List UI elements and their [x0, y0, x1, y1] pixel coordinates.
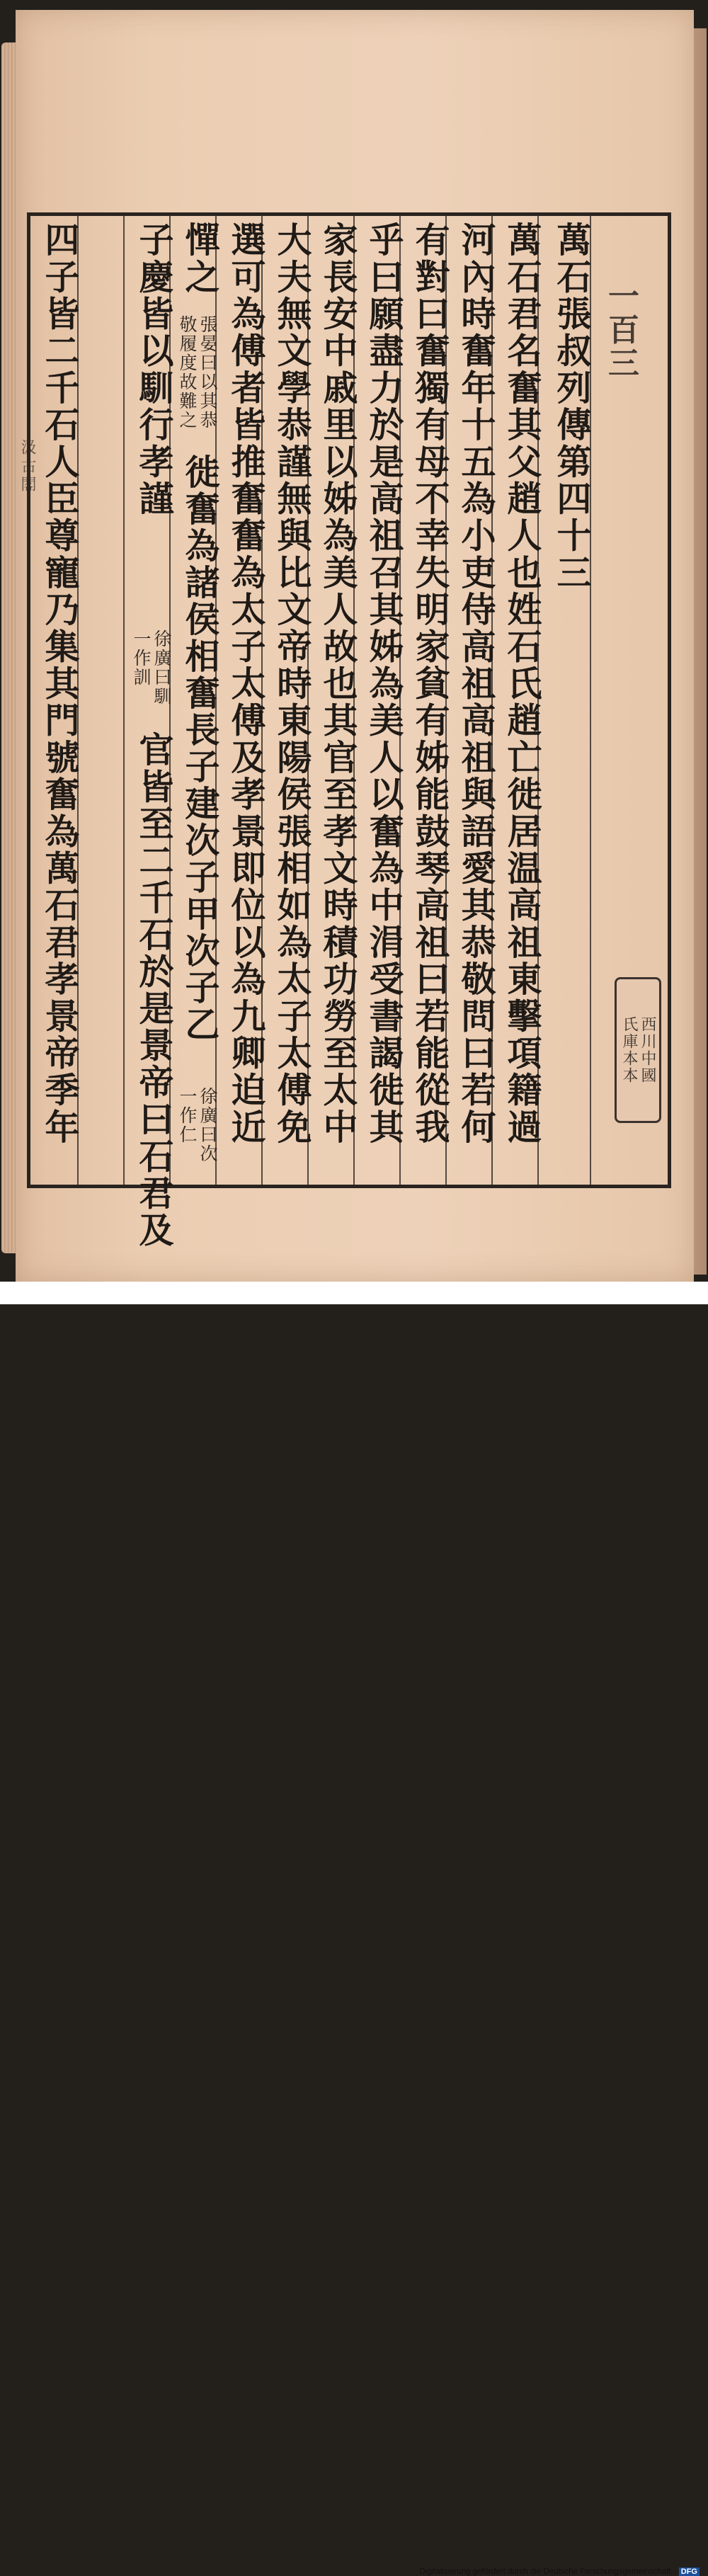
text-column-6: 大夫無文學恭謹無與比文帝時東陽侯張相如為太子太傅免: [272, 222, 313, 1146]
text-column-4: 乎曰願盡力於是高祖召其姊為美人以奮為中涓受書謁徙其: [364, 222, 405, 1146]
text-column-1: 萬石君名奮其父趙人也姓石氏趙亡徙居温高祖東擊項籍過: [502, 222, 543, 1146]
text-column-7: 選可為傅者皆推奮奮為太子太傅及孝景即位以為九卿迫近: [226, 222, 267, 1146]
ownership-seal: [615, 977, 661, 1123]
dfg-logo: DFG: [679, 2568, 700, 2576]
chapter-number: 一百三: [603, 280, 639, 380]
text-column-2: 河內時奮年十五為小吏侍高祖高祖與語愛其恭敬問曰若何: [456, 222, 497, 1146]
text-column-5: 家長安中戚里以姊為美人故也其官至孝文時積功勞至太中: [318, 222, 359, 1146]
column-rule: [123, 216, 125, 1185]
seal-line: 氏庫本本: [620, 1016, 638, 1084]
commentary-line: 一作訓: [131, 629, 152, 687]
text-column-8b: 徙奮為諸侯相奮長子建次子甲次子乙: [180, 454, 221, 1043]
text-column-10: 四子皆二千石人臣尊寵乃集其門號奮為萬石君孝景帝季年: [40, 222, 81, 1146]
digitization-credit: [419, 2568, 700, 2576]
commentary-line: 敬履度故難之: [177, 315, 198, 430]
footer-bar: [0, 1282, 708, 2576]
commentary-line: 張晏曰以其恭: [198, 315, 218, 430]
commentary-line: 徐廣曰馴: [152, 629, 172, 706]
chapter-title: 萬石張叔列傳第四十三: [552, 222, 593, 591]
text-column-8a: 憚之: [180, 222, 221, 296]
commentary-line: 一作仁: [177, 1087, 198, 1144]
text-column-9b: 官皆至二千石於是景帝曰石君及: [134, 731, 175, 1249]
spine-label: 汲古閣: [18, 439, 36, 494]
text-frame: [27, 212, 671, 1249]
commentary-line: 徐廣曰次: [198, 1087, 218, 1163]
text-column-3: 有對曰奮獨有母不幸失明家貧有姊能鼓琴高祖曰若能從我: [410, 222, 451, 1146]
seal-line: 西川中國: [639, 1016, 656, 1084]
text-column-9a: 子慶皆以馴行孝謹: [134, 222, 175, 518]
credit-text: Digitalisierung gefördert durch die Deutsche Forschungsgemeinschaft -: [419, 2568, 676, 2576]
